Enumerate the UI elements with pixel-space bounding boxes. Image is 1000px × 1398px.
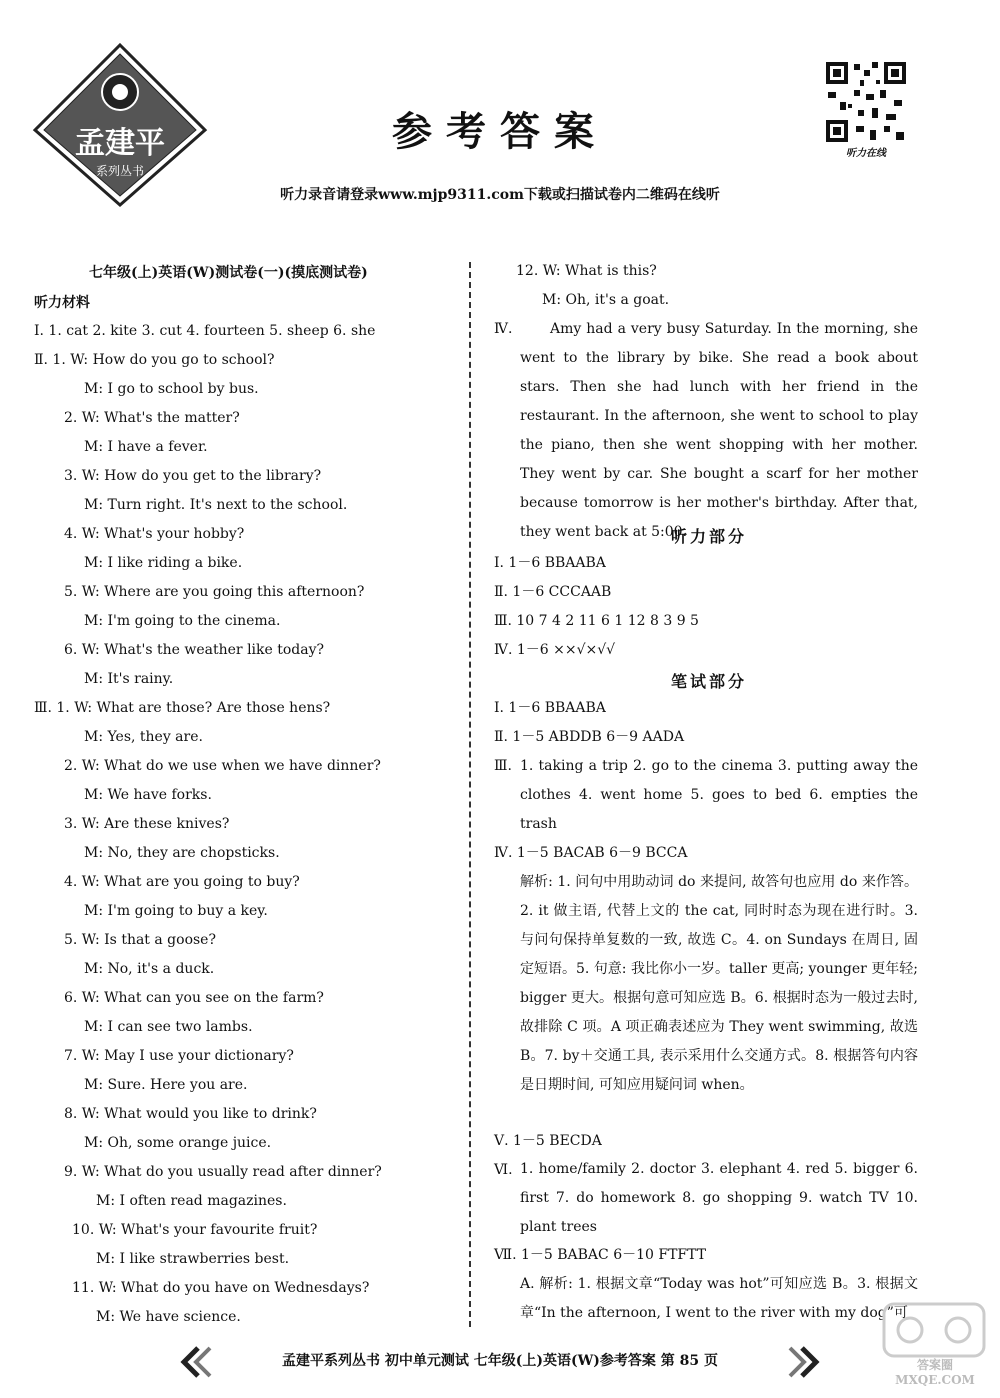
answer-line: Ⅲ. 10 7 4 2 11 6 1 12 8 3 9 5	[494, 613, 699, 629]
w3-label: Ⅲ.	[494, 758, 512, 774]
answer-line: Ⅱ. 1－5 ABDDB 6－9 AADA	[494, 729, 685, 745]
answer-line: Ⅳ. 1－6 ××√×√√	[494, 642, 616, 658]
transcript-line: 8. W: What would you like to drink?	[64, 1106, 317, 1122]
answer-line: Ⅶ. 1－5 BABAC 6－10 FTFTT	[494, 1247, 707, 1263]
answer-line: Ⅰ. 1－6 BBAABA	[494, 555, 606, 571]
page-title: 参考答案	[392, 108, 608, 155]
transcript-line: 11. W: What do you have on Wednesdays?	[72, 1280, 370, 1296]
transcript-line: Ⅲ. 1. W: What are those? Are those hens?	[34, 700, 331, 716]
answer-line: Ⅴ. 1－5 BECDA	[494, 1133, 602, 1149]
transcript-line: M: No, it's a duck.	[84, 961, 215, 977]
transcript-line: M: Yes, they are.	[84, 729, 203, 745]
qr-code-icon[interactable]	[824, 60, 908, 144]
transcript-line: 3. W: How do you get to the library?	[64, 468, 322, 484]
download-note: 听力录音请登录www.mjp9311.com下载或扫描试卷内二维码在线听	[280, 187, 720, 203]
transcript-line: M: I can see two lambs.	[84, 1019, 253, 1035]
transcript-line: 9. W: What do you usually read after dinner?	[64, 1164, 382, 1180]
transcript-line: M: We have science.	[96, 1309, 241, 1325]
transcript-line: 6. W: What's the weather like today?	[64, 642, 325, 658]
transcript-line: 3. W: Are these knives?	[64, 816, 230, 832]
column-divider	[469, 262, 471, 1327]
w6-label: Ⅵ.	[494, 1162, 513, 1178]
transcript-line: Ⅱ. 1. W: How do you go to school?	[34, 352, 275, 368]
transcript-line: M: It's rainy.	[84, 671, 174, 687]
transcript-line: 2. W: What's the matter?	[64, 410, 240, 426]
watermark-text: 答案圈 MXQE.COM	[895, 1358, 975, 1387]
transcript-line: 4. W: What's your hobby?	[64, 526, 245, 542]
transcript-line: 2. W: What do we use when we have dinner?	[64, 758, 381, 774]
iv-passage: Amy had a very busy Saturday. In the morning, she went to the library by bike. She read a book about stars. Then she had lunch with her friend in the restaurant. In the afternoon, she went to school to play the piano, then she went shopping with her mother. They went by car. She bought a scarf for her mother because tomorrow is her mother's birthday. After that, they went back at 5:00.	[520, 321, 918, 540]
transcript-line: 12. W: What is this?	[516, 263, 657, 279]
transcript-line: M: I like riding a bike.	[84, 555, 243, 571]
transcript-line: 5. W: Where are you going this afternoon?	[64, 584, 365, 600]
footer-text: 孟建平系列丛书 初中单元测试 七年级(上)英语(W)参考答案 第 85 页	[281, 1353, 719, 1369]
transcript-line: M: Oh, some orange juice.	[84, 1135, 272, 1151]
transcript-line: 4. W: What are you going to buy?	[64, 874, 300, 890]
section-title-listening: 听力部分	[670, 527, 747, 546]
transcript-line: M: I have a fever.	[84, 439, 208, 455]
answer-line: Ⅱ. 1－6 CCCAAB	[494, 584, 612, 600]
w3-answers: 1. taking a trip 2. go to the cinema 3. putting away the clothes 4. went home 5. goes to bed 6. empties the trash	[520, 758, 918, 832]
transcript-line: 10. W: What's your favourite fruit?	[72, 1222, 318, 1238]
transcript-line: M: I go to school by bus.	[84, 381, 259, 397]
qr-label: 听力在线	[846, 148, 886, 159]
answer-line: Ⅳ. 1－5 BACAB 6－9 BCCA	[494, 845, 688, 861]
transcript-line: 6. W: What can you see on the farm?	[64, 990, 324, 1006]
exam-title: 七年级(上)英语(W)测试卷(一)(摸底测试卷)	[89, 265, 368, 281]
transcript-line: M: I like strawberries best.	[96, 1251, 290, 1267]
transcript-line: M: I'm going to buy a key.	[84, 903, 268, 919]
transcript-line: M: Sure. Here you are.	[84, 1077, 248, 1093]
logo-text: 孟建平	[75, 126, 165, 161]
transcript-line: M: We have forks.	[84, 787, 212, 803]
answer-line: Ⅰ. 1－6 BBAABA	[494, 700, 606, 716]
transcript-line: M: Oh, it's a goat.	[542, 292, 670, 308]
iv-label: Ⅳ.	[494, 321, 513, 337]
section-title-written: 笔试部分	[670, 672, 747, 691]
w6-answers: 1. home/family 2. doctor 3. elephant 4. red 5. bigger 6. first 7. do homework 8. go shopping 9. watch TV 10. plant trees	[520, 1161, 918, 1235]
watermark-logo	[880, 1298, 990, 1386]
section-title-listening-material: 听力材料	[34, 295, 90, 311]
transcript-line: 5. W: Is that a goose?	[64, 932, 216, 948]
transcript-line: M: Turn right. It's next to the school.	[84, 497, 348, 513]
w4-explanation: 解析: 1. 问句中用助动词 do 来提问, 故答句也应用 do 来作答。2. it 做主语, 代替上文的 the cat, 同时时态为现在进行时。3. 与问句保持单复数的一致, 故选 C。4. on Sundays 在周日, 固定短语。5. 句意: 我比你小一岁。taller 更高; younger 更年轻; bigger 更大。根据句意可知应选 B。6. 根据时态为一般过去时, 故排除 C 项。A 项正确表述应为 They went swimming, 故选 B。7. by＋交通工具, 表示采用什么交通方式。8. 根据答句内容是日期时间, 可知应用疑问词 when。	[520, 874, 918, 1093]
transcript-line: M: No, they are chopsticks.	[84, 845, 280, 861]
transcript-line: 7. W: May I use your dictionary?	[64, 1048, 294, 1064]
transcript-line: M: I'm going to the cinema.	[84, 613, 281, 629]
w7-explanation: A. 解析: 1. 根据文章“Today was hot”可知应选 B。3. 根据文章“In the afternoon, I went to the river with my dog”可	[520, 1276, 918, 1321]
transcript-line: M: I often read magazines.	[96, 1193, 287, 1209]
transcript-line: Ⅰ. 1. cat 2. kite 3. cut 4. fourteen 5. sheep 6. she	[34, 323, 376, 339]
logo-subtext: 系列丛书	[95, 164, 144, 178]
